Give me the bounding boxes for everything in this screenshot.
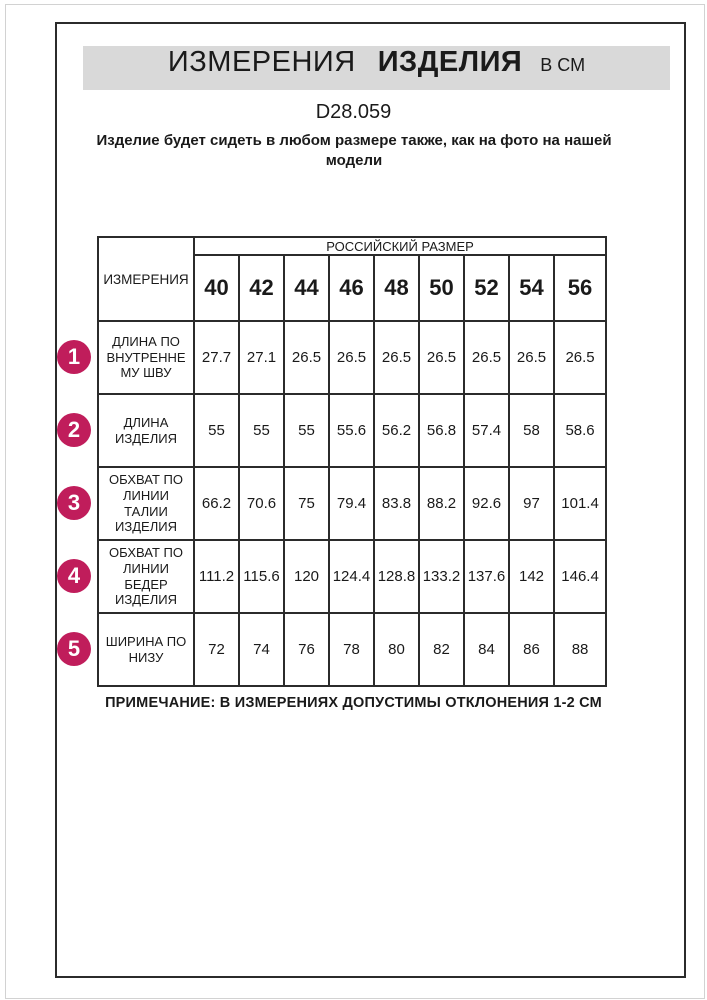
measurement-value: 88.2 [419,467,464,540]
measurement-label: ОБХВАТ ПО ЛИНИИ ТАЛИИ ИЗДЕЛИЯ [98,467,194,540]
measurement-value: 142 [509,540,554,613]
measurement-value: 146.4 [554,540,606,613]
title-banner [83,46,670,90]
measurement-value: 80 [374,613,419,686]
measurement-value: 58.6 [554,394,606,467]
measurement-label: ДЛИНА ИЗДЕЛИЯ [98,394,194,467]
table-row [98,321,606,394]
size-column-header: 48 [374,255,419,321]
measurement-value: 83.8 [374,467,419,540]
measurement-value: 75 [284,467,329,540]
measurement-value: 120 [284,540,329,613]
measurement-value: 128.8 [374,540,419,613]
size-column-header: 50 [419,255,464,321]
measurement-value: 27.1 [239,321,284,394]
table-row [98,467,606,540]
measurement-value: 55 [284,394,329,467]
measurement-value: 55 [239,394,284,467]
group-header-row [98,237,606,255]
size-column-header: 56 [554,255,606,321]
measurement-value: 88 [554,613,606,686]
measurement-value: 74 [239,613,284,686]
size-table-wrap [97,236,607,687]
measurement-value: 78 [329,613,374,686]
tolerance-note: ПРИМЕЧАНИЕ: В ИЗМЕРЕНИЯХ ДОПУСТИМЫ ОТКЛОНЕНИЯ 1-2 СМ [105,695,602,711]
title-unit: В СМ [540,55,586,75]
measurement-label: ДЛИНА ПО ВНУТРЕННЕМУ ШВУ [98,321,194,394]
measurement-value: 66.2 [194,467,239,540]
size-column-header: 40 [194,255,239,321]
size-column-header: 54 [509,255,554,321]
measurement-value: 26.5 [554,321,606,394]
measurement-value: 58 [509,394,554,467]
russian-size-group-header: РОССИЙСКИЙ РАЗМЕР [194,237,606,255]
measurement-value: 76 [284,613,329,686]
row-number-badge: 2 [57,413,91,447]
measurement-value: 72 [194,613,239,686]
measurement-value: 92.6 [464,467,509,540]
measurement-value: 26.5 [509,321,554,394]
measurement-value: 137.6 [464,540,509,613]
row-number-badge: 4 [57,559,91,593]
measurement-value: 84 [464,613,509,686]
measurement-label: ШИРИНА ПО НИЗУ [98,613,194,686]
measurements-column-header: ИЗМЕРЕНИЯ [98,237,194,321]
measurement-value: 70.6 [239,467,284,540]
size-table [97,236,607,687]
measurement-value: 82 [419,613,464,686]
table-row [98,540,606,613]
measurement-value: 26.5 [419,321,464,394]
measurement-value: 26.5 [374,321,419,394]
title-word-measurements: ИЗМЕРЕНИЯ [167,46,356,78]
measurement-value: 56.8 [419,394,464,467]
measurement-value: 124.4 [329,540,374,613]
measurement-value: 86 [509,613,554,686]
measurement-value: 26.5 [284,321,329,394]
measurement-value: 55.6 [329,394,374,467]
size-column-header: 46 [329,255,374,321]
measurement-value: 26.5 [464,321,509,394]
measurement-value: 27.7 [194,321,239,394]
measurement-value: 101.4 [554,467,606,540]
measurement-value: 55 [194,394,239,467]
measurement-value: 56.2 [374,394,419,467]
row-number-badge: 1 [57,340,91,374]
measurement-value: 133.2 [419,540,464,613]
size-column-header: 44 [284,255,329,321]
measurement-value: 97 [509,467,554,540]
table-row [98,394,606,467]
product-code: D28.059 [315,101,392,123]
size-column-header: 52 [464,255,509,321]
table-row [98,613,606,686]
measurement-value: 57.4 [464,394,509,467]
row-number-badge: 5 [57,632,91,666]
size-column-header: 42 [239,255,284,321]
measurement-value: 115.6 [239,540,284,613]
measurement-value: 79.4 [329,467,374,540]
measurement-value: 26.5 [329,321,374,394]
title-word-product: ИЗДЕЛИЯ [377,46,523,78]
row-number-badge: 3 [57,486,91,520]
measurement-value: 111.2 [194,540,239,613]
measurement-label: ОБХВАТ ПО ЛИНИИ БЕДЕР ИЗДЕЛИЯ [98,540,194,613]
fit-subtitle: Изделие будет сидеть в любом размере также, как на фото на нашей модели [96,132,612,169]
